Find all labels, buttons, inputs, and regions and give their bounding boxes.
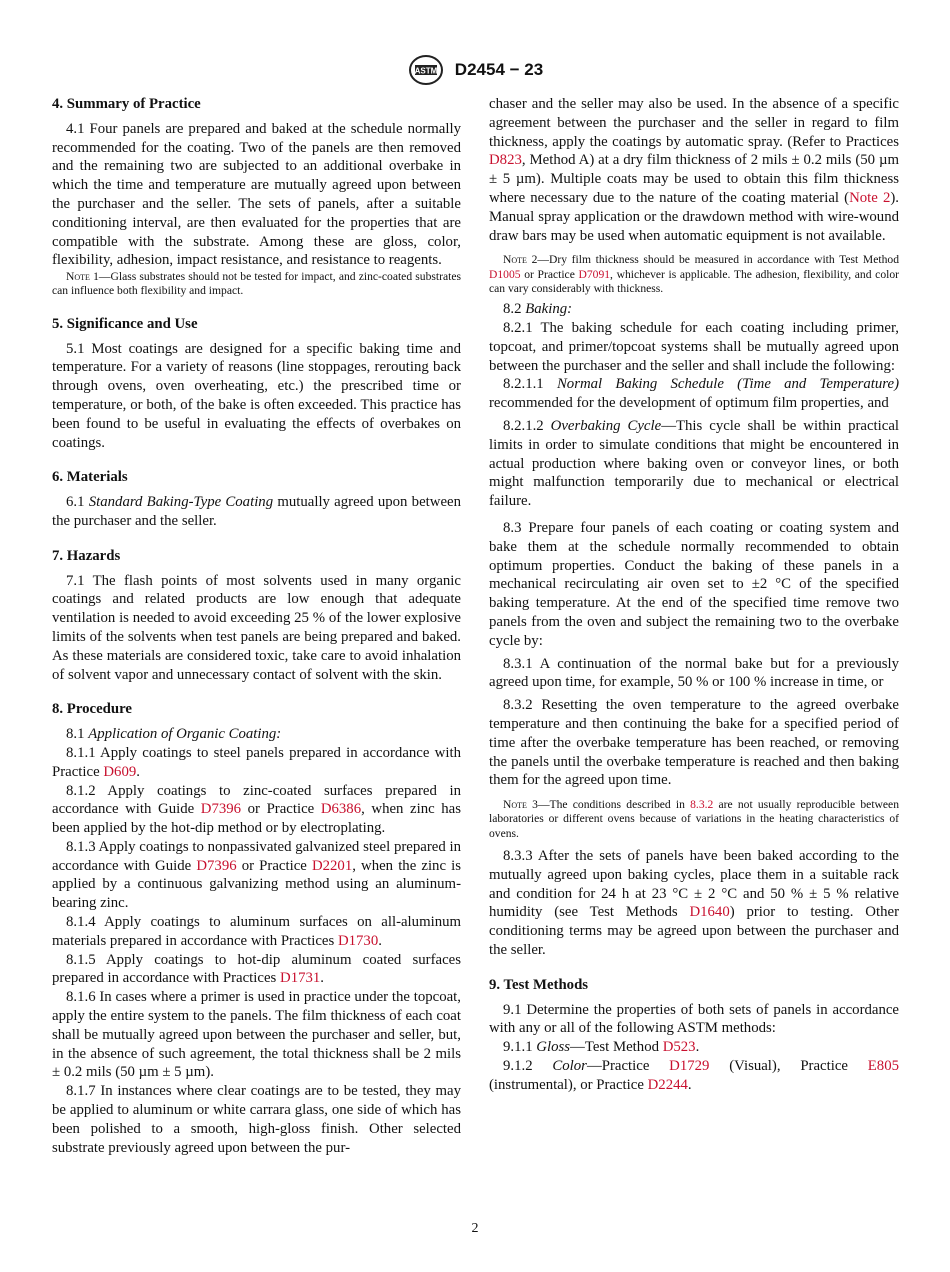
text: . <box>378 932 382 949</box>
para-6-1-num: 6.1 <box>66 494 89 511</box>
para-6-1 <box>52 493 461 531</box>
text: . <box>695 1039 700 1056</box>
note-1-text: —Glass substrates should not be tested for impact, and zinc-coated substrates can influence both flexibility and impact. <box>52 270 461 298</box>
text: 8.1.3 Apply coatings to nonpassivated galvanized steel prepared in accordance with Guide <box>52 838 461 874</box>
text: , Method A) at a dry film thickness of 2 mils ± 0.2 mils (50 µm ± 5 µm). Multiple coats may be used to obtain this film thickness where necessary due to the nature of the coating material ( <box>489 152 899 206</box>
para-8-2-1-2 <box>489 417 899 511</box>
ref-link-d2244[interactable]: D2244 <box>647 1076 688 1093</box>
text: . <box>687 1076 692 1093</box>
para-9-1-2 <box>489 1057 899 1095</box>
text: 8.2.1.1 <box>503 376 557 393</box>
section-4-title: 4. Summary of Practice <box>52 96 201 112</box>
text: or Practice <box>520 267 579 281</box>
ref-link-d7396[interactable]: D7396 <box>196 857 237 874</box>
ref-link-d1730[interactable]: D1730 <box>337 932 379 949</box>
para-6-1-term: Standard Baking-Type Coating <box>88 494 274 511</box>
text: ). Manual spray application or the drawdown method with wire-wound draw bars may be used when automatic equipment is not available. <box>489 189 899 244</box>
text: 9.1.1 <box>503 1039 537 1056</box>
term: Color <box>552 1058 587 1075</box>
para-8-1-7: 8.1.7 In instances where clear coatings are to be tested, they may be applied to aluminum or white carrara glass, one side of which has been polished to a smooth, high-gloss finish. Other selected substrate previously agreed upon between the pur- <box>52 1083 461 1156</box>
text: —Test Method <box>570 1039 663 1056</box>
text: 8.1.1 Apply coatings to steel panels prepared in accordance with Practice <box>52 744 461 780</box>
text: 9.1.2 <box>503 1058 553 1075</box>
para-8-2-1: 8.2.1 The baking schedule for each coating including primer, topcoat, and primer/topcoat systems shall be mutually agreed upon between the purchaser and the seller and shall include the following: <box>489 320 899 374</box>
text: (instrumental), or Practice <box>489 1076 648 1093</box>
note-3 <box>489 798 899 841</box>
para-8-1-num: 8.1 <box>66 726 89 743</box>
text: . <box>320 970 324 987</box>
astm-logo-icon <box>407 54 445 86</box>
text: are not usually reproducible between laboratories or different ovens because of variations in the heating characteristics of ovens. <box>489 798 899 840</box>
note-3-label: Note 3 <box>503 798 538 812</box>
text: —Practice <box>586 1058 670 1075</box>
para-8-1-7-continued <box>489 95 899 245</box>
term: Gloss <box>536 1039 571 1056</box>
section-5-title: 5. Significance and Use <box>52 315 198 332</box>
ref-link-d7396[interactable]: D7396 <box>200 801 242 818</box>
ref-link-d1640[interactable]: D1640 <box>689 904 730 921</box>
term: Normal Baking Schedule (Time and Temperature) <box>556 376 900 393</box>
para-8-1-2 <box>52 782 461 838</box>
note-2-label: Note 2 <box>503 253 538 267</box>
note-1-label: Note 1 <box>66 270 99 284</box>
section-7-title: 7. Hazards <box>52 547 121 564</box>
para-8-2-term: Baking: <box>525 301 573 318</box>
ref-link-d7091[interactable]: D7091 <box>578 267 611 281</box>
text: —Dry film thickness should be measured in accordance with Test Method <box>537 253 899 267</box>
text: or Practice <box>236 857 312 874</box>
ref-link-d823[interactable]: D823 <box>489 152 522 169</box>
note-2 <box>489 253 899 296</box>
text: . <box>136 763 140 780</box>
page-header <box>0 54 950 86</box>
para-9-1: 9.1 Determine the properties of both sets of panels in accordance with any or all of the following ASTM methods: <box>489 1001 899 1037</box>
para-7-1: 7.1 The flash points of most solvents used in many organic coatings and related products are low enough that adequate ventilation is needed to avoid exceeding 25 % of the lower explosive limits of the solvents when test panels are being prepared and baked. As these materials are considered toxic, take care to avoid inhalation of solvent vapor and unnecessary contact of solvent with the skin. <box>52 572 461 683</box>
text: , when zinc has been applied by the hot-dip method or by electroplating. <box>52 801 462 837</box>
ref-link-8-3-2[interactable]: 8.3.2 <box>690 798 714 812</box>
para-8-2-num: 8.2 <box>503 301 526 318</box>
para-8-3-1: 8.3.1 A continuation of the normal bake but for a previously agreed upon time, for example, 50 % or 100 % increase in time, or <box>489 655 899 691</box>
section-9-title: 9. Test Methods <box>489 976 589 993</box>
text: chaser and the seller may also be used. In the absence of a specific agreement between the purchaser and the seller in regard to film thickness, apply the coatings by automatic spray. (Refer to Practices <box>489 96 899 150</box>
ref-link-d2201[interactable]: D2201 <box>311 857 353 874</box>
para-4-1: 4.1 Four panels are prepared and baked at the schedule normally recommended for the coating. Two of the panels are then removed and the remaining two are subjected to an additional overbake in which the time and temperature are mutually agreed upon between the purchaser and the seller. The sets of panels, after a suitable conditioning interval, are then evaluated for the properties that are compatible with the substrate. Among these are gloss, color, flexibility, adhesion, impact resistance, and resistance to reagents. <box>52 120 461 269</box>
svg-text:ASTM: ASTM <box>414 66 438 76</box>
para-6-1-rest: mutually agreed upon between the purchaser and the seller. <box>52 494 461 529</box>
text: recommended for the development of optimum film properties, and <box>489 395 889 412</box>
text: 8.3.3 After the sets of panels have been baked according to the mutually agreed upon baking cycles, place them in a suitable rack and condition for 24 h at 23 °C ± 2 °C and 50 % ± 5 % relative humidity (see Test Methods <box>489 848 899 921</box>
ref-link-d1005[interactable]: D1005 <box>489 267 521 281</box>
text: 8.1.5 Apply coatings to hot-dip aluminum coated surfaces prepared in accordance with Practices <box>52 951 461 987</box>
text: —The conditions described in <box>537 798 691 812</box>
para-8-2 <box>489 300 899 319</box>
text: (Visual), Practice <box>709 1058 868 1075</box>
text: 8.1.4 Apply coatings to aluminum surfaces on all-aluminum materials prepared in accordance with Practices <box>52 914 461 949</box>
ref-link-d1731[interactable]: D1731 <box>280 970 321 987</box>
ref-link-e805[interactable]: E805 <box>867 1058 899 1075</box>
para-8-1-term: Application of Organic Coating: <box>88 726 282 743</box>
para-8-2-1-1 <box>489 375 899 413</box>
para-8-1-4 <box>52 913 461 951</box>
text: , when the zinc is applied by a continuous galvanizing method using an aluminum-bearing zinc. <box>52 857 462 912</box>
para-8-3: 8.3 Prepare four panels of each coating or coating system and bake them at the schedule normally recommended to obtain optimum properties. Conduct the baking of these panels in a mechanical recirculating air oven set to ±2 °C of the specified baking temperature. At the end of the specified time remove two panels from the oven and subject the remaining two to the overbake cycle by: <box>489 520 899 649</box>
text: 8.1.2 Apply coatings to zinc-coated surfaces prepared in accordance with Guide <box>52 782 461 818</box>
para-8-1 <box>52 725 461 744</box>
text: or Practice <box>241 801 321 818</box>
ref-link-d1729[interactable]: D1729 <box>669 1058 710 1075</box>
para-8-3-2: 8.3.2 Resetting the oven temperature to the agreed overbake temperature and then continuing the bake for a specified period of time after the overbake temperature has been reached, or removing the panels until the overbake temperature is reached and then baking them for the agreed upon time. <box>489 697 899 789</box>
para-8-1-3 <box>52 838 461 913</box>
text: ) prior to testing. Other conditioning terms may be agreed upon between the purchaser and the seller. <box>489 904 899 959</box>
section-8-title: 8. Procedure <box>52 701 132 718</box>
para-8-3-3 <box>489 847 899 960</box>
section-6-title: 6. Materials <box>52 469 128 486</box>
para-8-1-6: 8.1.6 In cases where a primer is used in practice under the topcoat, apply the entire system to the panels. The film thickness of each coat shall be mutually agreed upon between the purchaser and seller, but, in the absence of such agreement, the total thickness shall be 2 mils ± 0.2 mils (50 µm ± 5 µm). <box>52 989 461 1081</box>
term: Overbaking Cycle <box>550 418 662 435</box>
text: —This cycle shall be within practical limits in order to simulate conditions that might be encountered in actual production where baking oven or conveyor lines, or both might malfunction temporarily due to mechanical or electrical failure. <box>489 418 900 510</box>
right-column <box>489 95 899 1095</box>
left-column <box>52 95 461 1157</box>
para-5-1: 5.1 Most coatings are designed for a specific baking time and temperature. For a variety of reasons (line stoppages, rerouting back through ovens, oven overheating, etc.) the prescribed time or temperature, or both, of the bake is often exceeded. This practice has been found to be useful in evaluating the effects of overbakes on coatings. <box>52 340 461 451</box>
ref-link-note-2[interactable]: Note 2 <box>849 189 891 206</box>
ref-link-d523[interactable]: D523 <box>662 1039 696 1056</box>
para-9-1-1 <box>489 1038 899 1057</box>
ref-link-d609[interactable]: D609 <box>103 763 137 780</box>
ref-link-d6386[interactable]: D6386 <box>320 801 362 818</box>
para-8-1-5 <box>52 951 461 989</box>
text: 8.2.1.2 <box>503 418 551 435</box>
page-number: 2 <box>471 1221 479 1236</box>
note-1 <box>52 270 461 299</box>
text: , whichever is applicable. The adhesion, flexibility, and color can vary considerably with thickness. <box>489 267 899 295</box>
para-8-1-1 <box>52 744 461 782</box>
document-id: D2454 − 23 <box>454 60 544 79</box>
